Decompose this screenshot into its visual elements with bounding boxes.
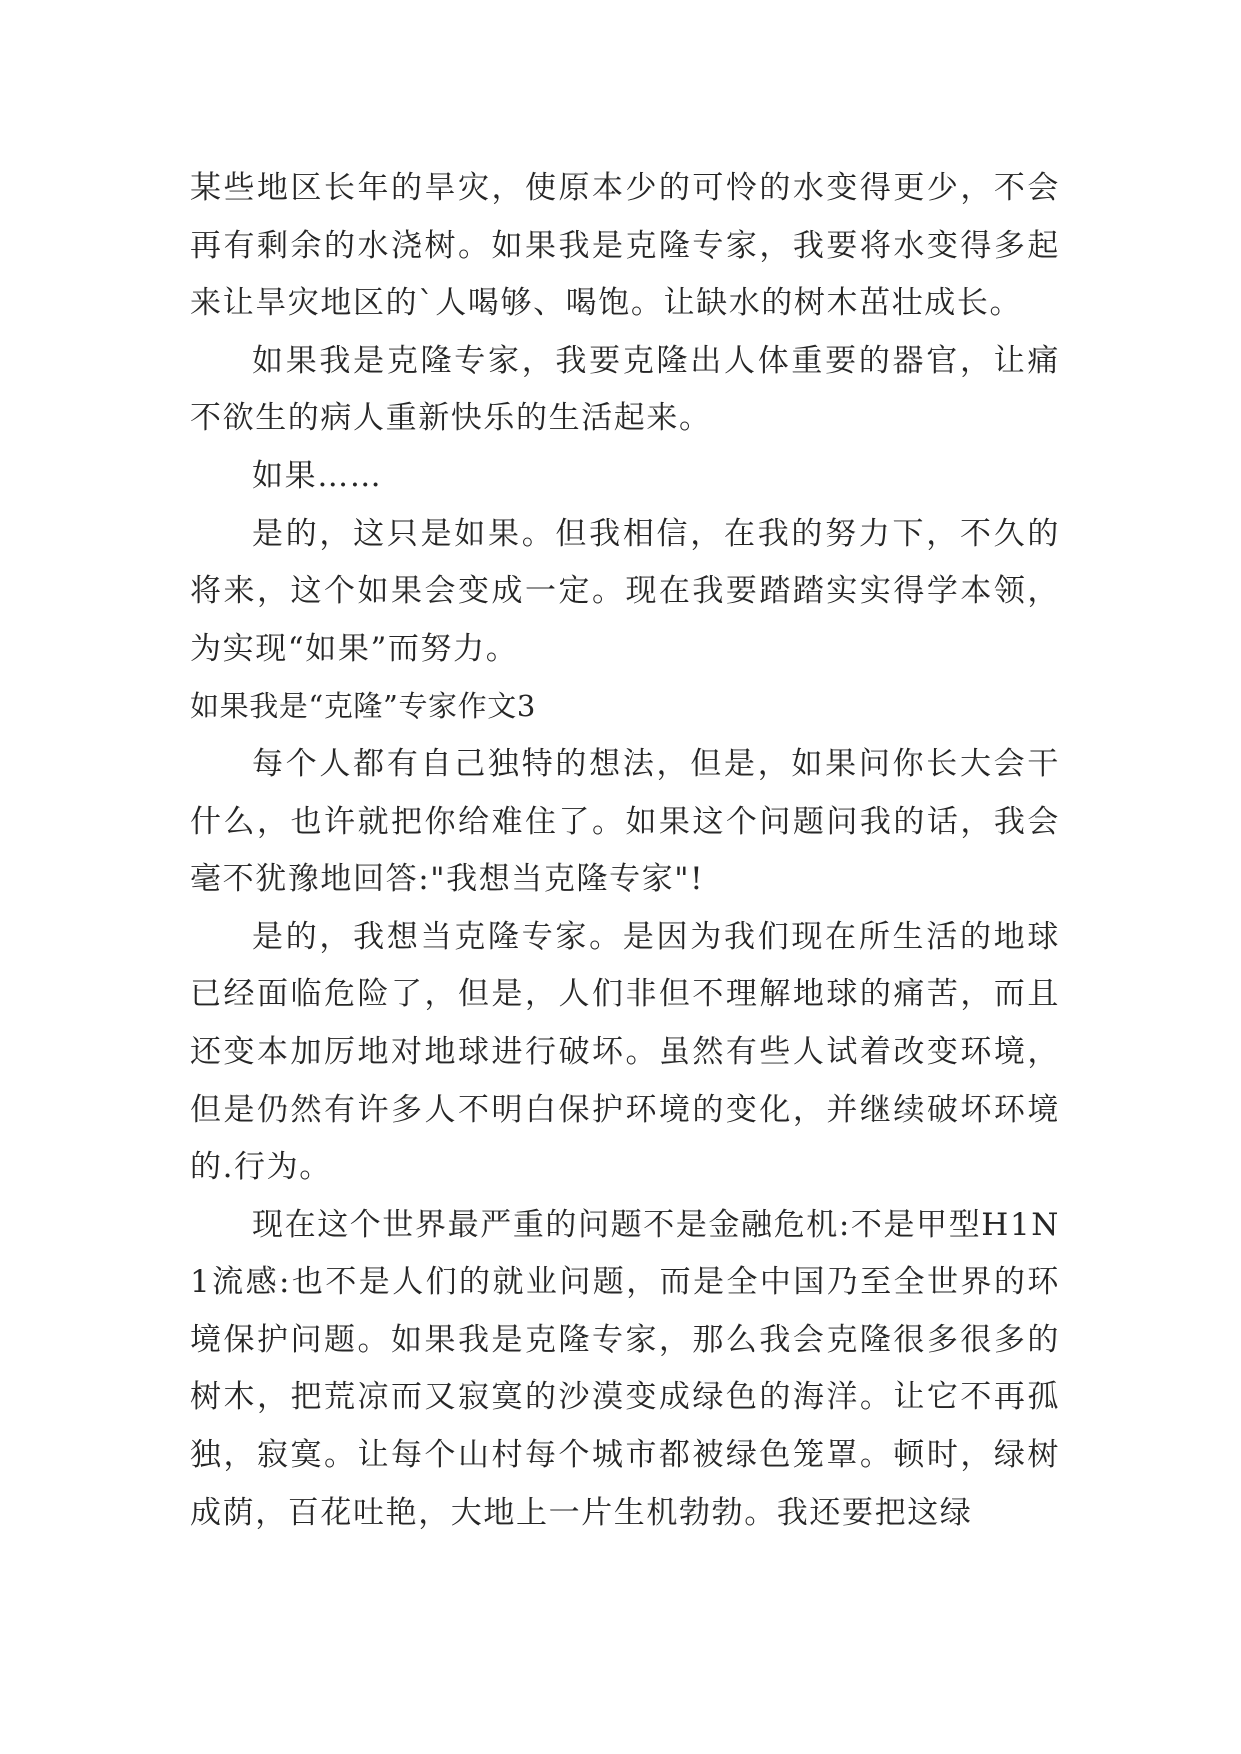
paragraph-continuation: 某些地区长年的旱灾，使原本少的可怜的水变得更少，不会再有剩余的水浇树。如果我是克隆专家，我要将水变得多起来让旱灾地区的`人喝够、喝饱。让缺水的树木茁壮成长。 (190, 170, 1060, 322)
paragraph-earth-danger: 是的，我想当克隆专家。是因为我们现在所生活的地球已经面临危险了，但是，人们非但不理解地球的痛苦，而且还变本加厉地对地球进行破坏。虽然有些人试着改变环境，但是仍然有许多人不明白保护环境的变化，并继续破坏环境的.行为。 (190, 918, 1060, 1186)
document-body (190, 160, 1060, 1542)
paragraph-if: 如果…… (252, 457, 383, 494)
paragraph-environment: 现在这个世界最严重的问题不是金融危机:不是甲型H1N1流感:也不是人们的就业问题，而是全中国乃至全世界的环境保护问题。如果我是克隆专家，那么我会克隆很多很多的树木，把荒凉而又寂寞的沙漠变成绿色的海洋。让它不再孤独，寂寞。让每个山村每个城市都被绿色笼罩。顿时，绿树成荫，百花吐艳，大地上一片生机勃勃。我还要把这绿 (190, 1206, 1060, 1531)
paragraph-organ-cloning: 如果我是克隆专家，我要克隆出人体重要的器官，让痛不欲生的病人重新快乐的生活起来。 (190, 342, 1060, 437)
paragraph-belief: 是的，这只是如果。但我相信，在我的努力下，不久的将来，这个如果会变成一定。现在我要踏踏实实得学本领，为实现“如果”而努力。 (190, 515, 1060, 667)
paragraph-intro: 每个人都有自己独特的想法，但是，如果问你长大会干什么，也许就把你给难住了。如果这个问题问我的话，我会毫不犹豫地回答:"我想当克隆专家"! (190, 745, 1060, 898)
essay-heading: 如果我是“克隆”专家作文3 (190, 689, 536, 724)
